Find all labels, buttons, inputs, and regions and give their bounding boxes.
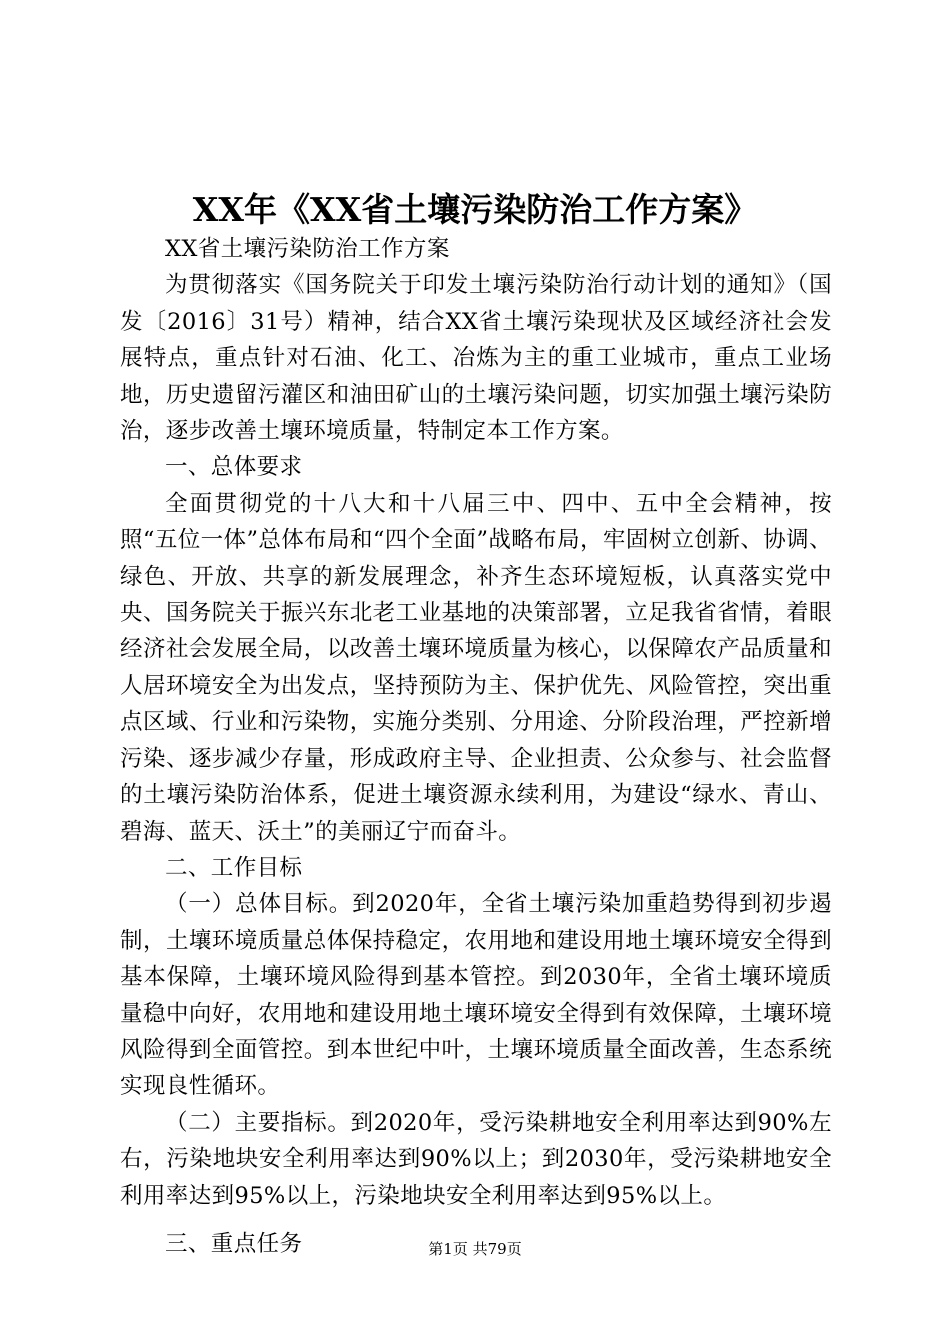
- document-subtitle: XX省土壤污染防治工作方案: [165, 236, 450, 262]
- section-heading-general-requirements: 一、总体要求: [165, 454, 303, 481]
- paragraph-overall-goal: （一）总体目标。到2020年，全省土壤污染加重趋势得到初步遏制，土壤环境质量总体保持稳定，农用地和建设用地土壤环境安全得到基本保障，土壤环境风险得到基本管控。到2030年，全省土壤环境质量稳中向好，农用地和建设用地土壤环境安全得到有效保障，土壤环境风险得到全面管控。到本世纪中叶，土壤环境质量全面改善，生态系统实现良性循环。: [120, 891, 832, 1100]
- document-body: [120, 231, 832, 1262]
- document-title: XX年《XX省土壤污染防治工作方案》: [192, 190, 758, 229]
- paragraph-general-requirements: 全面贯彻党的十八大和十八届三中、四中、五中全会精神，按照“五位一体”总体布局和“四个全面”战略布局，牢固树立创新、协调、绿色、开放、共享的新发展理念，补齐生态环境短板，认真落实党中央、国务院关于振兴东北老工业基地的决策部署，立足我省省情，着眼经济社会发展全局，以改善土壤环境质量为核心，以保障农产品质量和人居环境安全为出发点，坚持预防为主、保护优先、风险管控，突出重点区域、行业和污染物，实施分类别、分用途、分阶段治理，严控新增污染、逐步减少存量，形成政府主导、企业担责、公众参与、社会监督的土壤污染防治体系，促进土壤资源永续利用，为建设“绿水、青山、碧海、蓝天、沃土”的美丽辽宁而奋斗。: [120, 490, 832, 845]
- paragraph-intro: 为贯彻落实《国务院关于印发土壤污染防治行动计划的通知》（国发〔2016〕31号）精神，结合XX省土壤污染现状及区域经济社会发展特点，重点针对石油、化工、冶炼为主的重工业城市，重点工业场地，历史遗留污灌区和油田矿山的土壤污染问题，切实加强土壤污染防治，逐步改善土壤环境质量，特制定本工作方案。: [120, 272, 832, 445]
- page-footer: 第1页 共79页: [428, 1240, 522, 1258]
- section-heading-work-goals: 二、工作目标: [165, 854, 303, 881]
- paragraph-main-indicators: （二）主要指标。到2020年，受污染耕地安全利用率达到90%左右，污染地块安全利用率达到90%以上；到2030年，受污染耕地安全利用率达到95%以上，污染地块安全利用率达到95%以上。: [120, 1109, 832, 1209]
- section-heading-key-tasks: 三、重点任务: [165, 1230, 303, 1257]
